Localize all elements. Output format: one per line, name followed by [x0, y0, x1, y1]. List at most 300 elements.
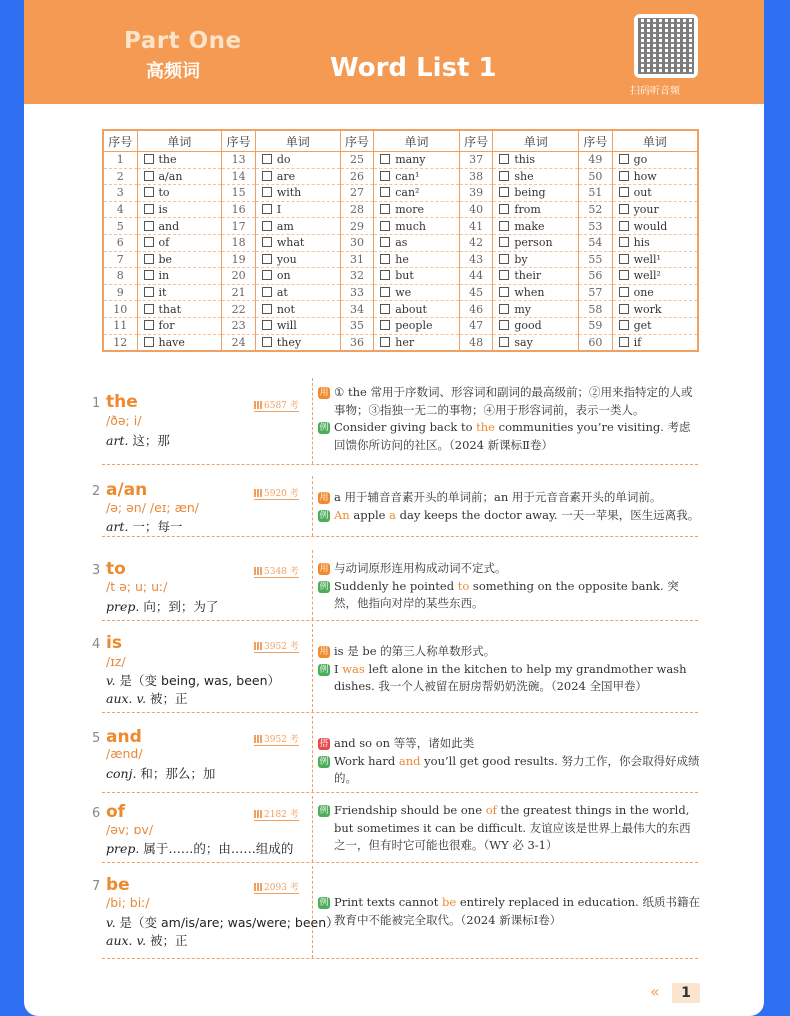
word-entry: [92, 624, 698, 713]
checkbox-icon[interactable]: [619, 171, 629, 181]
word-cell: [612, 284, 698, 301]
usage-notes: [318, 384, 700, 454]
checkbox-icon[interactable]: [499, 204, 509, 214]
word-cell: [374, 201, 460, 218]
checkbox-icon[interactable]: [262, 221, 272, 231]
usage-tag-icon: 用: [319, 647, 329, 657]
meaning-secondary: aux. v. 被；正: [106, 933, 188, 948]
word-number-cell: 32: [340, 268, 374, 285]
word-text: do: [276, 153, 291, 167]
word-number-cell: 21: [222, 284, 256, 301]
entry-number: 1: [92, 396, 101, 411]
word-cell: [493, 152, 579, 169]
col-header-word: 单词: [493, 130, 579, 152]
word-text: she: [514, 169, 534, 183]
word-cell: [137, 152, 222, 169]
word-text: when: [514, 286, 545, 300]
word-number-cell: 36: [340, 334, 374, 351]
word-cell: [137, 185, 222, 202]
checkbox-icon[interactable]: [380, 171, 390, 181]
word-number-cell: 53: [579, 218, 613, 235]
word-cell: [493, 185, 579, 202]
checkbox-icon[interactable]: [380, 221, 390, 231]
word-entry: [92, 476, 700, 537]
word-number-cell: 47: [459, 317, 493, 334]
checkbox-icon[interactable]: [619, 154, 629, 164]
word-cell: [255, 317, 340, 334]
checkbox-icon[interactable]: [499, 320, 509, 330]
word-number-cell: 18: [222, 234, 256, 251]
word-cell: [374, 268, 460, 285]
word-number-cell: 6: [103, 234, 137, 251]
word-cell: [612, 251, 698, 268]
table-row: [103, 251, 698, 268]
checkbox-icon[interactable]: [380, 320, 390, 330]
word-text: are: [276, 169, 296, 183]
word-number-cell: 16: [222, 201, 256, 218]
word-cell: [612, 317, 698, 334]
checkbox-icon[interactable]: [619, 254, 629, 264]
entry-number: 6: [92, 806, 101, 821]
word-entry: [92, 716, 700, 793]
word-number-cell: 23: [222, 317, 256, 334]
checkbox-icon[interactable]: [499, 154, 509, 164]
usage-tag-icon: 用: [319, 564, 329, 574]
frequency-badge: 6587 考: [254, 398, 299, 412]
table-row: [103, 234, 698, 251]
word-text: of: [158, 236, 170, 250]
word-text: we: [395, 286, 412, 300]
word-text: what: [276, 236, 305, 250]
frequency-icon: [254, 567, 262, 575]
checkbox-icon[interactable]: [380, 254, 390, 264]
word-number-cell: 25: [340, 152, 374, 169]
frequency-icon: [254, 489, 262, 497]
example-tag-icon: 例: [319, 756, 329, 767]
word-number-cell: 50: [579, 168, 613, 185]
word-number-cell: 54: [579, 234, 613, 251]
word-number-cell: 46: [459, 301, 493, 318]
word-text: have: [158, 335, 185, 349]
checkbox-icon[interactable]: [380, 237, 390, 247]
table-row: [103, 334, 698, 351]
example-tag-icon: 例: [319, 423, 329, 433]
checkbox-icon[interactable]: [262, 254, 272, 264]
checkbox-icon[interactable]: [262, 154, 272, 164]
word-number-cell: 20: [222, 268, 256, 285]
word-cell: [374, 168, 460, 185]
page: [24, 0, 764, 1016]
word-text: am: [276, 219, 294, 233]
word-text: for: [158, 319, 175, 333]
frequency-icon: [254, 883, 262, 891]
page-title: Word List 1: [330, 53, 497, 83]
word-number-cell: 52: [579, 201, 613, 218]
word-cell: [493, 284, 579, 301]
qr-label: 扫码听音频: [630, 86, 680, 97]
meaning: conj. 和；那么；加: [106, 766, 216, 781]
word-cell: [137, 284, 222, 301]
word-number-cell: 31: [340, 251, 374, 268]
word-cell: [137, 218, 222, 235]
word-cell: [493, 301, 579, 318]
word-number-cell: 2: [103, 168, 137, 185]
checkbox-icon[interactable]: [262, 171, 272, 181]
word-text: people: [395, 319, 433, 333]
word-text: out: [633, 186, 652, 200]
checkbox-icon[interactable]: [619, 320, 629, 330]
word-text: work: [633, 302, 662, 316]
word-text: be: [158, 252, 173, 266]
checkbox-icon[interactable]: [499, 171, 509, 181]
word-cell: [137, 168, 222, 185]
checkbox-icon[interactable]: [619, 287, 629, 297]
word-text: make: [514, 219, 545, 233]
word-number-cell: 14: [222, 168, 256, 185]
word-cell: [255, 334, 340, 351]
word-text: at: [276, 286, 288, 300]
checkbox-icon[interactable]: [499, 270, 509, 280]
qr-pattern: [638, 18, 694, 74]
checkbox-icon[interactable]: [144, 337, 154, 347]
col-header-word: 单词: [137, 130, 222, 152]
word-text: is: [158, 203, 168, 217]
checkbox-icon[interactable]: [619, 221, 629, 231]
word-number-cell: 15: [222, 185, 256, 202]
word-cell: [493, 317, 579, 334]
checkbox-icon[interactable]: [262, 204, 272, 214]
word-entry: [92, 866, 700, 959]
col-header-num: 序号: [340, 130, 374, 152]
word-number-cell: 41: [459, 218, 493, 235]
usage-notes: 例 Friendship should be one of the greatest things in the world, but sometimes it can be difficult. 友谊应该是世界上最伟大的东西之一，但有时它可能也很难。（WY 必 3-1）: [319, 803, 691, 852]
word-number-cell: 35: [340, 317, 374, 334]
word-text: it: [158, 286, 167, 300]
phonetic: /ænd/: [106, 746, 143, 761]
word-number-cell: 55: [579, 251, 613, 268]
frequency-badge: 5348 考: [254, 564, 299, 578]
checkbox-icon[interactable]: [619, 337, 629, 347]
checkbox-icon[interactable]: [144, 254, 154, 264]
word-number-cell: 5: [103, 218, 137, 235]
word-cell: [255, 168, 340, 185]
word-number-cell: 34: [340, 301, 374, 318]
word-cell: [612, 201, 698, 218]
word-number-cell: 58: [579, 301, 613, 318]
checkbox-icon[interactable]: [499, 337, 509, 347]
word-cell: [255, 284, 340, 301]
word-text: in: [158, 269, 170, 283]
word-cell: [374, 317, 460, 334]
part-subtitle: 高频词: [146, 61, 200, 82]
checkbox-icon[interactable]: [499, 287, 509, 297]
word-number-cell: 7: [103, 251, 137, 268]
word-number-cell: 26: [340, 168, 374, 185]
frequency-badge: 2182 考: [254, 807, 299, 821]
checkbox-icon[interactable]: [144, 320, 154, 330]
word-text: go: [633, 153, 648, 167]
checkbox-icon[interactable]: [262, 270, 272, 280]
word-number-cell: 17: [222, 218, 256, 235]
frequency-icon: [254, 735, 262, 743]
word-cell: [612, 234, 698, 251]
word-table: [102, 129, 699, 352]
entry-number: 2: [92, 484, 101, 499]
part-label: Part One: [124, 28, 242, 54]
word-cell: [612, 152, 698, 169]
word-text: by: [514, 252, 528, 266]
headword: the: [106, 392, 138, 412]
word-text: with: [276, 186, 302, 200]
checkbox-icon[interactable]: [499, 237, 509, 247]
checkbox-icon[interactable]: [144, 187, 154, 197]
usage-notes: 例 Print texts cannot be entirely replaced in education. 纸质书籍在教育中不能被完全取代。（2024 新课标Ⅰ卷）: [319, 895, 700, 927]
col-header-num: 序号: [222, 130, 256, 152]
word-number-cell: 43: [459, 251, 493, 268]
word-cell: [255, 251, 340, 268]
word-number-cell: 44: [459, 268, 493, 285]
word-cell: [374, 218, 460, 235]
checkbox-icon[interactable]: [380, 204, 390, 214]
word-text: my: [514, 302, 532, 316]
word-text: would: [633, 219, 668, 233]
word-cell: [493, 268, 579, 285]
meaning: art. 这；那: [106, 433, 170, 448]
col-header-num: 序号: [579, 130, 613, 152]
word-number-cell: 45: [459, 284, 493, 301]
checkbox-icon[interactable]: [262, 320, 272, 330]
word-text: their: [514, 269, 542, 283]
headword: be: [106, 875, 130, 895]
checkbox-icon[interactable]: [262, 304, 272, 314]
word-cell: [255, 234, 340, 251]
word-text: say: [514, 335, 533, 349]
word-text: to: [158, 186, 170, 200]
headword: a/an: [106, 480, 148, 500]
word-cell: [255, 301, 340, 318]
word-text: not: [276, 302, 295, 316]
word-text: can¹: [395, 169, 420, 183]
table-row: [103, 152, 698, 169]
word-text: they: [276, 335, 302, 349]
phonetic: /bi; biː/: [106, 895, 150, 910]
word-text: being: [514, 186, 546, 200]
word-cell: [255, 201, 340, 218]
word-cell: [612, 168, 698, 185]
usage-tag-icon: 用: [319, 493, 329, 503]
word-cell: [612, 301, 698, 318]
word-text: about: [395, 302, 427, 316]
entry-number: 3: [92, 563, 101, 578]
checkbox-icon[interactable]: [262, 287, 272, 297]
checkbox-icon[interactable]: [144, 304, 154, 314]
word-text: you: [276, 252, 297, 266]
word-text: as: [395, 236, 408, 250]
frequency-icon: [254, 810, 262, 818]
chevron-left-icon: «: [650, 982, 660, 1001]
word-number-cell: 56: [579, 268, 613, 285]
word-cell: [493, 201, 579, 218]
checkbox-icon[interactable]: [619, 204, 629, 214]
word-cell: [374, 152, 460, 169]
word-number-cell: 19: [222, 251, 256, 268]
checkbox-icon[interactable]: [380, 304, 390, 314]
usage-notes: 搭 and so on 等等，诸如此类 例 Work hard and you’ll get good results. 努力工作，你会取得好成绩的。: [319, 736, 700, 785]
word-number-cell: 57: [579, 284, 613, 301]
table-header-row: [103, 130, 698, 152]
checkbox-icon[interactable]: [144, 287, 154, 297]
checkbox-icon[interactable]: [144, 237, 154, 247]
entry-number: 5: [92, 731, 101, 746]
word-text: person: [514, 236, 553, 250]
phonetic: /t ə; u; uː/: [106, 579, 168, 594]
word-number-cell: 42: [459, 234, 493, 251]
word-cell: [255, 185, 340, 202]
meaning: prep. 属于……的；由……组成的: [106, 841, 294, 856]
word-cell: [137, 301, 222, 318]
word-number-cell: 29: [340, 218, 374, 235]
table-row: [103, 168, 698, 185]
table-row: [103, 218, 698, 235]
word-cell: [612, 334, 698, 351]
headword: and: [106, 727, 142, 747]
word-number-cell: 3: [103, 185, 137, 202]
checkbox-icon[interactable]: [144, 204, 154, 214]
word-number-cell: 49: [579, 152, 613, 169]
word-cell: [493, 234, 579, 251]
checkbox-icon[interactable]: [262, 337, 272, 347]
word-text: I: [276, 203, 282, 217]
word-text: but: [395, 269, 414, 283]
word-text: good: [514, 319, 542, 333]
checkbox-icon[interactable]: [619, 187, 629, 197]
word-cell: [493, 251, 579, 268]
example-line: 例 Consider giving back to the communities you’re visiting. 考虑回馈你所访问的社区。（2024 新课标Ⅱ卷）: [319, 420, 691, 452]
usage-notes: 用 a 用于辅音音素开头的单词前；an 用于元音音素开头的单词前。 例 An apple a day keeps the doctor away. 一天一苹果，医生远离我。: [319, 490, 700, 522]
checkbox-icon[interactable]: [144, 270, 154, 280]
word-number-cell: 28: [340, 201, 374, 218]
frequency-badge: 5920 考: [254, 486, 299, 500]
example-tag-icon: 例: [319, 806, 329, 816]
checkbox-icon[interactable]: [380, 337, 390, 347]
word-text: more: [395, 203, 425, 217]
word-text: and: [158, 219, 180, 233]
checkbox-icon[interactable]: [380, 270, 390, 280]
word-text: much: [395, 219, 426, 233]
phonetic: /ðə; i/: [106, 413, 142, 428]
usage-tag-icon: 用: [319, 388, 329, 398]
frequency-badge: 3952 考: [254, 732, 299, 746]
col-header-word: 单词: [612, 130, 698, 152]
headword: to: [106, 559, 126, 579]
word-number-cell: 11: [103, 317, 137, 334]
frequency-badge: 2093 考: [254, 880, 299, 894]
checkbox-icon[interactable]: [499, 187, 509, 197]
table-row: [103, 301, 698, 318]
checkbox-icon[interactable]: [144, 154, 154, 164]
word-text: her: [395, 335, 415, 349]
checkbox-icon[interactable]: [619, 270, 629, 280]
word-cell: [493, 218, 579, 235]
checkbox-icon[interactable]: [619, 237, 629, 247]
word-entry: [92, 378, 698, 465]
meaning: prep. 向；到；为了: [106, 599, 219, 614]
checkbox-icon[interactable]: [262, 187, 272, 197]
qr-code[interactable]: [634, 14, 698, 78]
checkbox-icon[interactable]: [499, 221, 509, 231]
word-text: one: [633, 286, 654, 300]
table-row: [103, 284, 698, 301]
word-number-cell: 59: [579, 317, 613, 334]
word-text: a/an: [158, 169, 183, 183]
meaning: v. 是（变 being, was, been）: [106, 673, 280, 688]
word-text: your: [633, 203, 659, 217]
word-cell: [137, 234, 222, 251]
word-number-cell: 8: [103, 268, 137, 285]
example-tag-icon: 例: [319, 510, 329, 521]
col-header-num: 序号: [459, 130, 493, 152]
word-cell: [493, 168, 579, 185]
headword: is: [106, 633, 122, 653]
word-text: how: [633, 169, 657, 183]
word-text: can²: [395, 186, 420, 200]
word-text: well²: [633, 269, 661, 283]
checkbox-icon[interactable]: [144, 171, 154, 181]
checkbox-icon[interactable]: [499, 304, 509, 314]
table-row: [103, 268, 698, 285]
word-cell: [374, 301, 460, 318]
word-cell: [137, 334, 222, 351]
word-text: he: [395, 252, 409, 266]
word-number-cell: 12: [103, 334, 137, 351]
word-number-cell: 30: [340, 234, 374, 251]
checkbox-icon[interactable]: [380, 154, 390, 164]
checkbox-icon[interactable]: [262, 237, 272, 247]
phonetic: /ə; ən/ /eɪ; æn/: [106, 500, 200, 515]
word-cell: [612, 268, 698, 285]
word-number-cell: 40: [459, 201, 493, 218]
word-number-cell: 48: [459, 334, 493, 351]
usage-notes: 用 is 是 be 的第三人称单数形式。 例 I was left alone in the kitchen to help my grandmother wash dishes. 我一个人被留在厨房帮奶奶洗碗。（2024 全国甲卷）: [319, 644, 687, 693]
word-entry: [92, 550, 698, 621]
checkbox-icon[interactable]: [619, 304, 629, 314]
checkbox-icon[interactable]: [499, 254, 509, 264]
usage-line: 用 ① the 常用于序数词、形容词和副词的最高级前；②用来指特定的人或事物；③指独一无二的事物；④用于形容词前，表示一类人。: [319, 385, 693, 417]
phonetic: /əv; ɒv/: [106, 822, 154, 837]
word-number-cell: 51: [579, 185, 613, 202]
frequency-icon: [254, 642, 262, 650]
word-cell: [612, 185, 698, 202]
headword: of: [106, 802, 126, 822]
word-cell: [255, 268, 340, 285]
word-number-cell: 27: [340, 185, 374, 202]
table-row: [103, 185, 698, 202]
word-number-cell: 37: [459, 152, 493, 169]
table-row: [103, 201, 698, 218]
word-number-cell: 22: [222, 301, 256, 318]
checkbox-icon[interactable]: [380, 187, 390, 197]
meaning-secondary: aux. v. 被；正: [106, 691, 188, 706]
entry-number: 7: [92, 879, 101, 894]
word-number-cell: 4: [103, 201, 137, 218]
word-text: that: [158, 302, 181, 316]
word-cell: [137, 251, 222, 268]
word-cell: [137, 317, 222, 334]
col-header-word: 单词: [255, 130, 340, 152]
checkbox-icon[interactable]: [380, 287, 390, 297]
checkbox-icon[interactable]: [144, 221, 154, 231]
entry-number: 4: [92, 637, 101, 652]
